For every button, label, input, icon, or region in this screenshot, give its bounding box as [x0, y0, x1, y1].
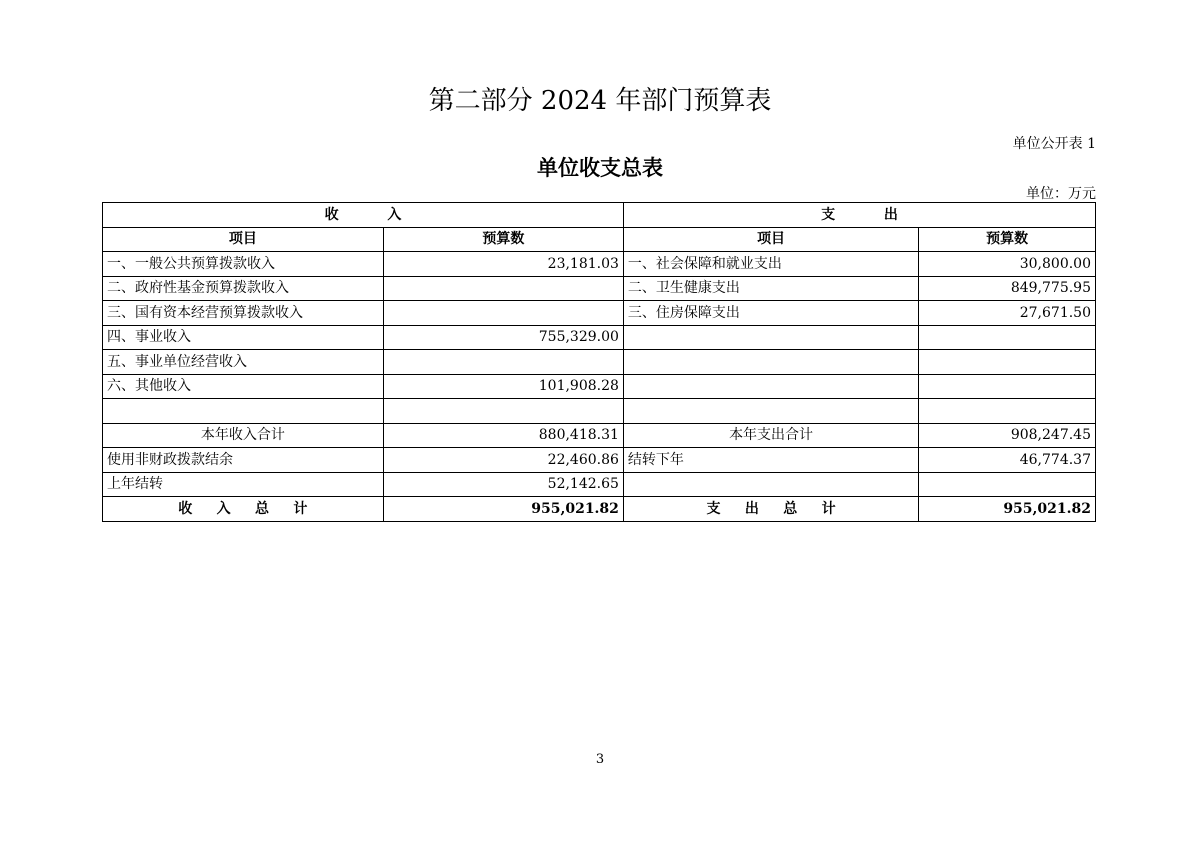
income-item: 五、事业单位经营收入	[103, 350, 384, 375]
expense-item	[623, 399, 918, 424]
table-number: 单位公开表 1	[1012, 136, 1096, 152]
income-value: 755,329.00	[383, 325, 623, 350]
income-item: 四、事业收入	[103, 325, 384, 350]
income-item: 三、国有资本经营预算拨款收入	[103, 301, 384, 326]
expense-value	[919, 325, 1096, 350]
expense-item: 二、卫生健康支出	[623, 276, 918, 301]
income-total-label: 收 入 总 计	[103, 497, 384, 522]
table-row	[103, 448, 1096, 473]
expense-value	[919, 472, 1096, 497]
expense-item: 结转下年	[623, 448, 918, 473]
income-value	[383, 399, 623, 424]
income-value	[383, 301, 623, 326]
expense-item-header: 项目	[623, 227, 918, 252]
expense-value: 46,774.37	[919, 448, 1096, 473]
income-value: 22,460.86	[383, 448, 623, 473]
expense-item	[623, 350, 918, 375]
expense-item	[623, 325, 918, 350]
income-budget-header: 预算数	[383, 227, 623, 252]
expense-value	[919, 350, 1096, 375]
expense-value	[919, 399, 1096, 424]
expense-item: 三、住房保障支出	[623, 301, 918, 326]
income-value: 52,142.65	[383, 472, 623, 497]
expense-value	[919, 374, 1096, 399]
income-value: 23,181.03	[383, 252, 623, 277]
income-value	[383, 276, 623, 301]
expense-item	[623, 472, 918, 497]
expense-value: 27,671.50	[919, 301, 1096, 326]
budget-table	[102, 202, 1096, 522]
table-row	[103, 374, 1096, 399]
expense-value: 849,775.95	[919, 276, 1096, 301]
table-row	[103, 472, 1096, 497]
expense-subtotal-value: 908,247.45	[919, 423, 1096, 448]
income-item: 一、一般公共预算拨款收入	[103, 252, 384, 277]
page-number: 3	[595, 752, 605, 767]
column-header-row	[103, 227, 1096, 252]
income-total-value: 955,021.82	[383, 497, 623, 522]
expense-item: 一、社会保障和就业支出	[623, 252, 918, 277]
expense-subtotal-label: 本年支出合计	[623, 423, 918, 448]
unit-label: 单位：万元	[1026, 186, 1096, 202]
table-row	[103, 252, 1096, 277]
income-subtotal-value: 880,418.31	[383, 423, 623, 448]
expense-section-header: 支 出	[623, 203, 1095, 228]
income-item	[103, 399, 384, 424]
income-item: 上年结转	[103, 472, 384, 497]
page-title: 第二部分 2024 年部门预算表	[428, 86, 772, 116]
subtotal-row	[103, 423, 1096, 448]
income-item: 二、政府性基金预算拨款收入	[103, 276, 384, 301]
table-row	[103, 399, 1096, 424]
expense-budget-header: 预算数	[919, 227, 1096, 252]
income-item: 使用非财政拨款结余	[103, 448, 384, 473]
income-value	[383, 350, 623, 375]
grand-total-row	[103, 497, 1096, 522]
expense-item	[623, 374, 918, 399]
expense-total-label: 支 出 总 计	[623, 497, 918, 522]
table-row	[103, 350, 1096, 375]
expense-value: 30,800.00	[919, 252, 1096, 277]
table-row	[103, 301, 1096, 326]
expense-total-value: 955,021.82	[919, 497, 1096, 522]
table-row	[103, 325, 1096, 350]
table-title: 单位收支总表	[537, 155, 663, 180]
income-section-header: 收 入	[103, 203, 624, 228]
income-value: 101,908.28	[383, 374, 623, 399]
income-item-header: 项目	[103, 227, 384, 252]
income-subtotal-label: 本年收入合计	[103, 423, 384, 448]
section-header-row	[103, 203, 1096, 228]
income-item: 六、其他收入	[103, 374, 384, 399]
table-row	[103, 276, 1096, 301]
